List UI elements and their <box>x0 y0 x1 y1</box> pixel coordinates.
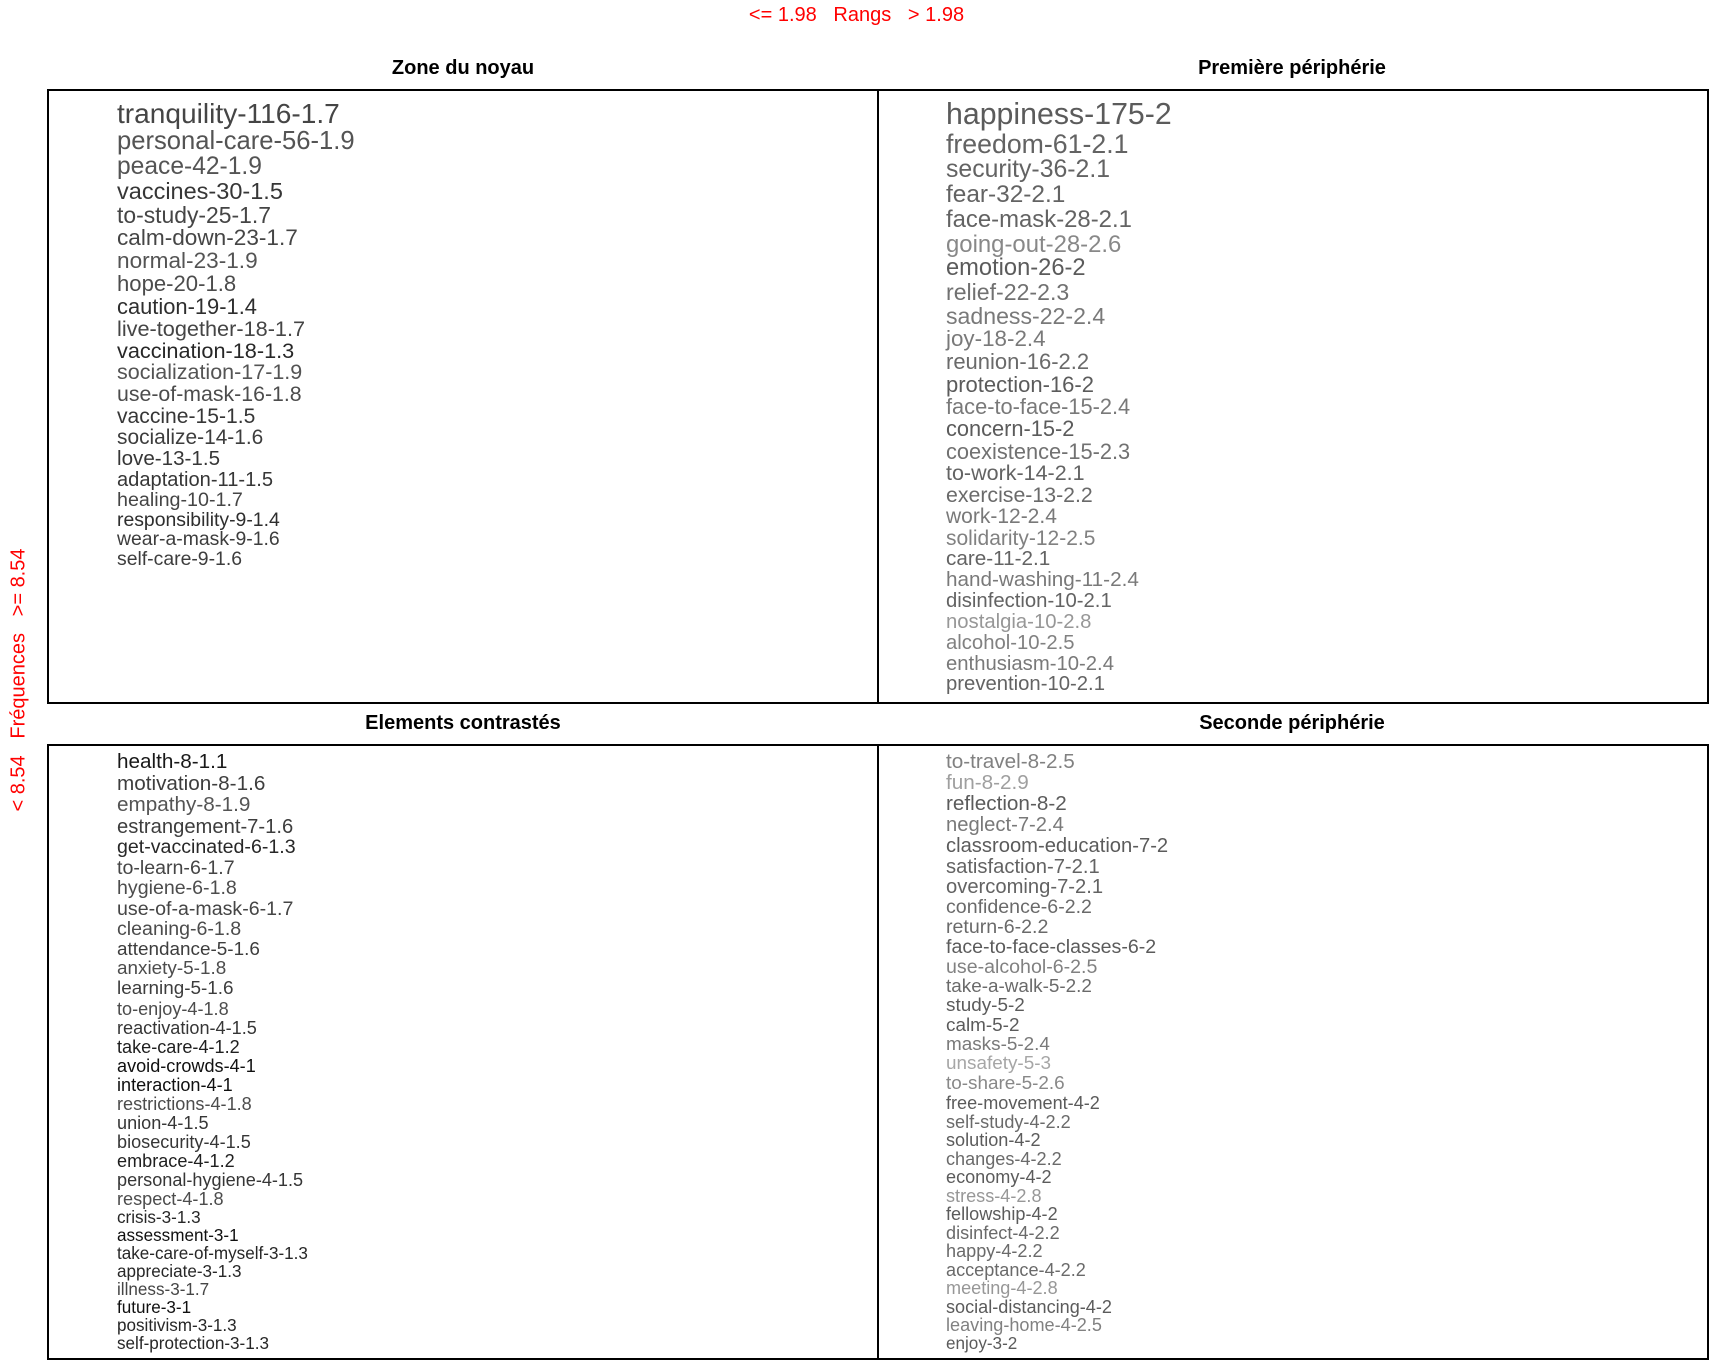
word-item: reunion-16-2.2 <box>946 349 1090 375</box>
freq-axis-title: Fréquences <box>7 633 30 739</box>
quadrant-words-second-periphery <box>946 752 1686 1352</box>
word-item: normal-23-1.9 <box>117 248 258 274</box>
word-item: live-together-18-1.7 <box>117 316 306 341</box>
word-item: unsafety-5-3 <box>946 1053 1052 1075</box>
word-item: work-12-2.4 <box>946 505 1057 529</box>
word-item: take-care-4-1.2 <box>117 1037 240 1058</box>
word-item: free-movement-4-2 <box>946 1093 1100 1113</box>
word-item: personal-care-56-1.9 <box>117 126 355 155</box>
word-item: cleaning-6-1.8 <box>117 918 242 941</box>
word-item: confidence-6-2.2 <box>946 895 1092 918</box>
word-item: overcoming-7-2.1 <box>946 876 1104 899</box>
word-item: fellowship-4-2 <box>946 1204 1058 1225</box>
word-item: satisfaction-7-2.1 <box>946 855 1100 878</box>
word-item: reflection-8-2 <box>946 792 1067 816</box>
word-item: emotion-26-2 <box>946 255 1086 282</box>
word-item: masks-5-2.4 <box>946 1034 1050 1055</box>
word-item: respect-4-1.8 <box>117 1189 224 1210</box>
word-item: coexistence-15-2.3 <box>946 438 1131 464</box>
word-item: joy-18-2.4 <box>946 326 1046 352</box>
word-item: stress-4-2.8 <box>946 1185 1042 1206</box>
quadrant-words-contrasted <box>117 752 857 1352</box>
word-item: future-3-1 <box>117 1297 192 1317</box>
word-item: self-protection-3-1.3 <box>117 1333 270 1353</box>
word-item: sadness-22-2.4 <box>946 302 1106 329</box>
word-item: acceptance-4-2.2 <box>946 1259 1086 1280</box>
word-item: assessment-3-1 <box>117 1226 239 1246</box>
word-item: wear-a-mask-9-1.6 <box>117 528 280 551</box>
word-item: socialization-17-1.9 <box>117 360 303 385</box>
word-item: security-36-2.1 <box>946 156 1111 184</box>
word-item: take-care-of-myself-3-1.3 <box>117 1244 308 1263</box>
word-item: fun-8-2.9 <box>946 771 1029 795</box>
word-item: going-out-28-2.6 <box>946 230 1122 258</box>
word-item: return-6-2.2 <box>946 915 1049 938</box>
word-item: prevention-10-2.1 <box>946 673 1105 696</box>
word-item: personal-hygiene-4-1.5 <box>117 1170 304 1191</box>
word-item: appreciate-3-1.3 <box>117 1261 242 1281</box>
word-item: to-learn-6-1.7 <box>117 856 235 879</box>
word-item: leaving-home-4-2.5 <box>946 1315 1102 1336</box>
word-item: healing-10-1.7 <box>117 488 243 511</box>
word-item: disinfection-10-2.1 <box>946 590 1112 613</box>
word-item: study-5-2 <box>946 995 1025 1017</box>
word-item: self-care-9-1.6 <box>117 548 243 571</box>
word-item: disinfect-4-2.2 <box>946 1222 1060 1243</box>
word-item: responsibility-9-1.4 <box>117 508 280 531</box>
word-item: avoid-crowds-4-1 <box>117 1056 256 1077</box>
word-item: embrace-4-1.2 <box>117 1151 235 1172</box>
word-item: classroom-education-7-2 <box>946 835 1169 857</box>
word-item: face-to-face-15-2.4 <box>946 394 1131 420</box>
word-item: self-study-4-2.2 <box>946 1111 1071 1132</box>
word-item: empathy-8-1.9 <box>117 793 251 817</box>
word-item: hope-20-1.8 <box>117 271 237 297</box>
word-item: protection-16-2 <box>946 371 1094 397</box>
word-item: social-distancing-4-2 <box>946 1296 1112 1317</box>
word-item: hygiene-6-1.8 <box>117 877 237 899</box>
word-item: neglect-7-2.4 <box>946 814 1064 837</box>
word-item: take-a-walk-5-2.2 <box>946 975 1092 997</box>
word-item: anxiety-5-1.8 <box>117 958 227 980</box>
word-item: hand-washing-11-2.4 <box>946 568 1139 592</box>
word-item: to-work-14-2.1 <box>946 460 1085 485</box>
word-item: positivism-3-1.3 <box>117 1315 237 1335</box>
word-item: restrictions-4-1.8 <box>117 1094 252 1115</box>
freq-high-label: >= 8.54 <box>7 548 30 617</box>
word-item: solidarity-12-2.5 <box>946 526 1096 550</box>
word-item: happiness-175-2 <box>946 98 1172 131</box>
word-item: freedom-61-2.1 <box>946 128 1129 159</box>
word-item: reactivation-4-1.5 <box>117 1018 257 1039</box>
word-item: meeting-4-2.8 <box>946 1278 1058 1299</box>
word-item: calm-5-2 <box>946 1014 1020 1036</box>
word-item: concern-15-2 <box>946 416 1075 442</box>
word-item: happy-4-2.2 <box>946 1241 1043 1262</box>
word-item: estrangement-7-1.6 <box>117 815 294 838</box>
word-item: attendance-5-1.6 <box>117 938 260 960</box>
word-item: tranquility-116-1.7 <box>117 98 340 129</box>
quadrant-words-core <box>117 100 857 570</box>
word-item: changes-4-2.2 <box>946 1148 1062 1169</box>
word-item: socialize-14-1.6 <box>117 425 264 449</box>
word-item: learning-5-1.6 <box>117 978 234 1000</box>
quadrant-title-first-periphery: Première périphérie <box>1198 57 1386 79</box>
word-item: peace-42-1.9 <box>117 152 262 180</box>
word-item: union-4-1.5 <box>117 1113 209 1134</box>
y-axis-header <box>8 549 31 812</box>
word-item: biosecurity-4-1.5 <box>117 1132 251 1153</box>
word-item: to-enjoy-4-1.8 <box>117 999 229 1020</box>
word-item: fear-32-2.1 <box>946 181 1066 209</box>
quadrant-words-first-periphery <box>946 100 1686 695</box>
rank-axis-title: Rangs <box>833 4 892 26</box>
word-item: alcohol-10-2.5 <box>946 631 1075 654</box>
x-axis-header <box>0 4 1713 27</box>
word-item: to-share-5-2.6 <box>946 1072 1065 1094</box>
word-item: enjoy-3-2 <box>946 1333 1018 1353</box>
word-item: relief-22-2.3 <box>946 279 1070 306</box>
word-item: use-of-a-mask-6-1.7 <box>117 897 294 920</box>
word-item: motivation-8-1.6 <box>117 771 266 795</box>
word-item: adaptation-11-1.5 <box>117 469 274 491</box>
word-item: interaction-4-1 <box>117 1075 233 1096</box>
word-item: face-mask-28-2.1 <box>946 206 1132 234</box>
quadrant-title-core: Zone du noyau <box>391 57 535 79</box>
word-item: exercise-13-2.2 <box>946 482 1093 507</box>
word-item: get-vaccinated-6-1.3 <box>117 835 296 858</box>
word-item: calm-down-23-1.7 <box>117 225 298 251</box>
word-item: use-alcohol-6-2.5 <box>946 955 1098 978</box>
word-item: nostalgia-10-2.8 <box>946 611 1092 633</box>
word-item: crisis-3-1.3 <box>117 1208 201 1228</box>
quadrant-title-second-periphery: Seconde périphérie <box>1199 712 1385 734</box>
word-item: caution-19-1.4 <box>117 293 257 319</box>
freq-low-label: < 8.54 <box>7 755 30 812</box>
word-item: care-11-2.1 <box>946 547 1051 571</box>
word-item: vaccination-18-1.3 <box>117 338 295 364</box>
word-item: love-13-1.5 <box>117 447 221 470</box>
rank-low-label: <= 1.98 <box>748 4 817 26</box>
word-item: vaccine-15-1.5 <box>117 405 256 429</box>
word-item: illness-3-1.7 <box>117 1279 210 1299</box>
rank-high-label: > 1.98 <box>907 4 965 26</box>
word-item: health-8-1.1 <box>117 750 228 773</box>
word-item: use-of-mask-16-1.8 <box>117 382 302 407</box>
word-item: to-travel-8-2.5 <box>946 750 1075 773</box>
word-item: solution-4-2 <box>946 1130 1041 1150</box>
word-item: vaccines-30-1.5 <box>117 177 283 204</box>
word-item: to-study-25-1.7 <box>117 201 271 228</box>
word-item: enthusiasm-10-2.4 <box>946 652 1114 675</box>
word-item: face-to-face-classes-6-2 <box>946 935 1157 958</box>
quadrant-title-contrasted: Elements contrastés <box>365 712 561 734</box>
word-item: economy-4-2 <box>946 1167 1052 1187</box>
